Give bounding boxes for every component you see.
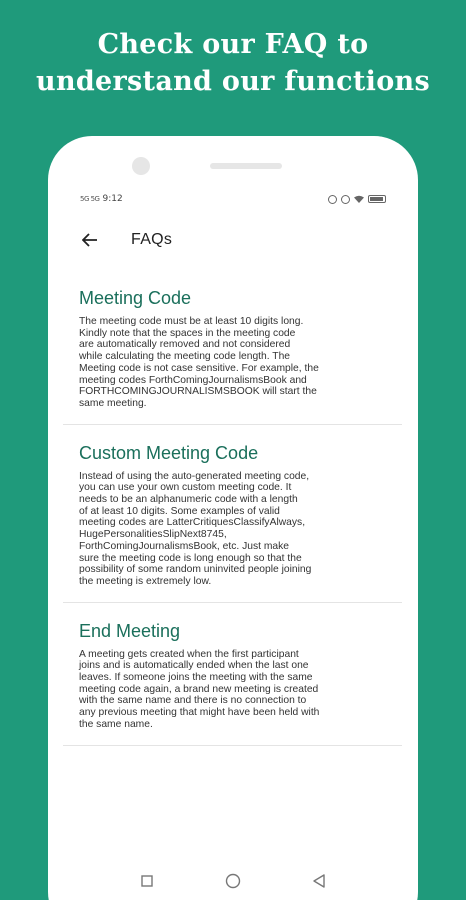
home-icon[interactable] xyxy=(225,873,241,889)
phone-frame xyxy=(48,136,418,900)
back-arrow-icon[interactable] xyxy=(80,230,100,250)
faq-answer: Instead of using the auto-generated meeting code, you can use your own custom meeting code. It needs to be an alphanumeric code with a length of at least 10 digits. Some examples of valid meeting codes are LatterCritiquesClassifyAlways, HugePersonalitiesSlipNext8745, ForthComingJournalismsBook, etc. Just make sure the meeting code is long enough so that the possibility of some random uninvited people joining the meeting is extremely low. xyxy=(79,470,312,587)
faq-item-end-meeting[interactable] xyxy=(63,603,402,746)
promo-title-line2: understand our functions xyxy=(36,66,430,97)
front-camera xyxy=(132,157,150,175)
wifi-icon xyxy=(354,195,364,203)
signal-text: 5G 5G xyxy=(80,195,100,203)
app-bar xyxy=(80,228,386,252)
recent-apps-icon[interactable] xyxy=(139,873,155,889)
alarm-icon xyxy=(328,195,337,204)
status-bar xyxy=(80,192,386,206)
faq-item-custom-meeting-code[interactable] xyxy=(63,425,402,603)
battery-icon xyxy=(368,195,386,203)
earpiece-speaker xyxy=(210,163,282,169)
vibrate-icon xyxy=(341,195,350,204)
status-time: 9:12 xyxy=(102,194,123,204)
faq-answer: The meeting code must be at least 10 digits long. Kindly note that the spaces in the meeting code are automatically removed and not considered while calculating the meeting code length. The Meeting code is not case sensitive. For example, the meeting codes ForthComingJournalismsBook and FORTHCOMINGJOURNALISMSBOOK will start the same meeting. xyxy=(79,316,319,409)
page-title: FAQs xyxy=(131,231,173,248)
faq-question: Meeting Code xyxy=(79,288,192,308)
faq-answer: A meeting gets created when the first participant joins and is automatically ended when the last one leaves. If someone joins the meeting with the same meeting code again, a brand new meeting is created with the same name and there is no connection to any previous meeting that might have been held with the same name. xyxy=(79,648,320,730)
faq-question: Custom Meeting Code xyxy=(79,442,259,463)
back-nav-icon[interactable] xyxy=(311,873,327,889)
system-nav-bar xyxy=(48,866,418,896)
promo-title xyxy=(0,26,466,100)
faq-question: End Meeting xyxy=(79,620,181,641)
promo-title-line1: Check our FAQ to xyxy=(97,29,369,60)
faq-list xyxy=(63,272,402,746)
faq-item-meeting-code[interactable] xyxy=(63,272,402,425)
